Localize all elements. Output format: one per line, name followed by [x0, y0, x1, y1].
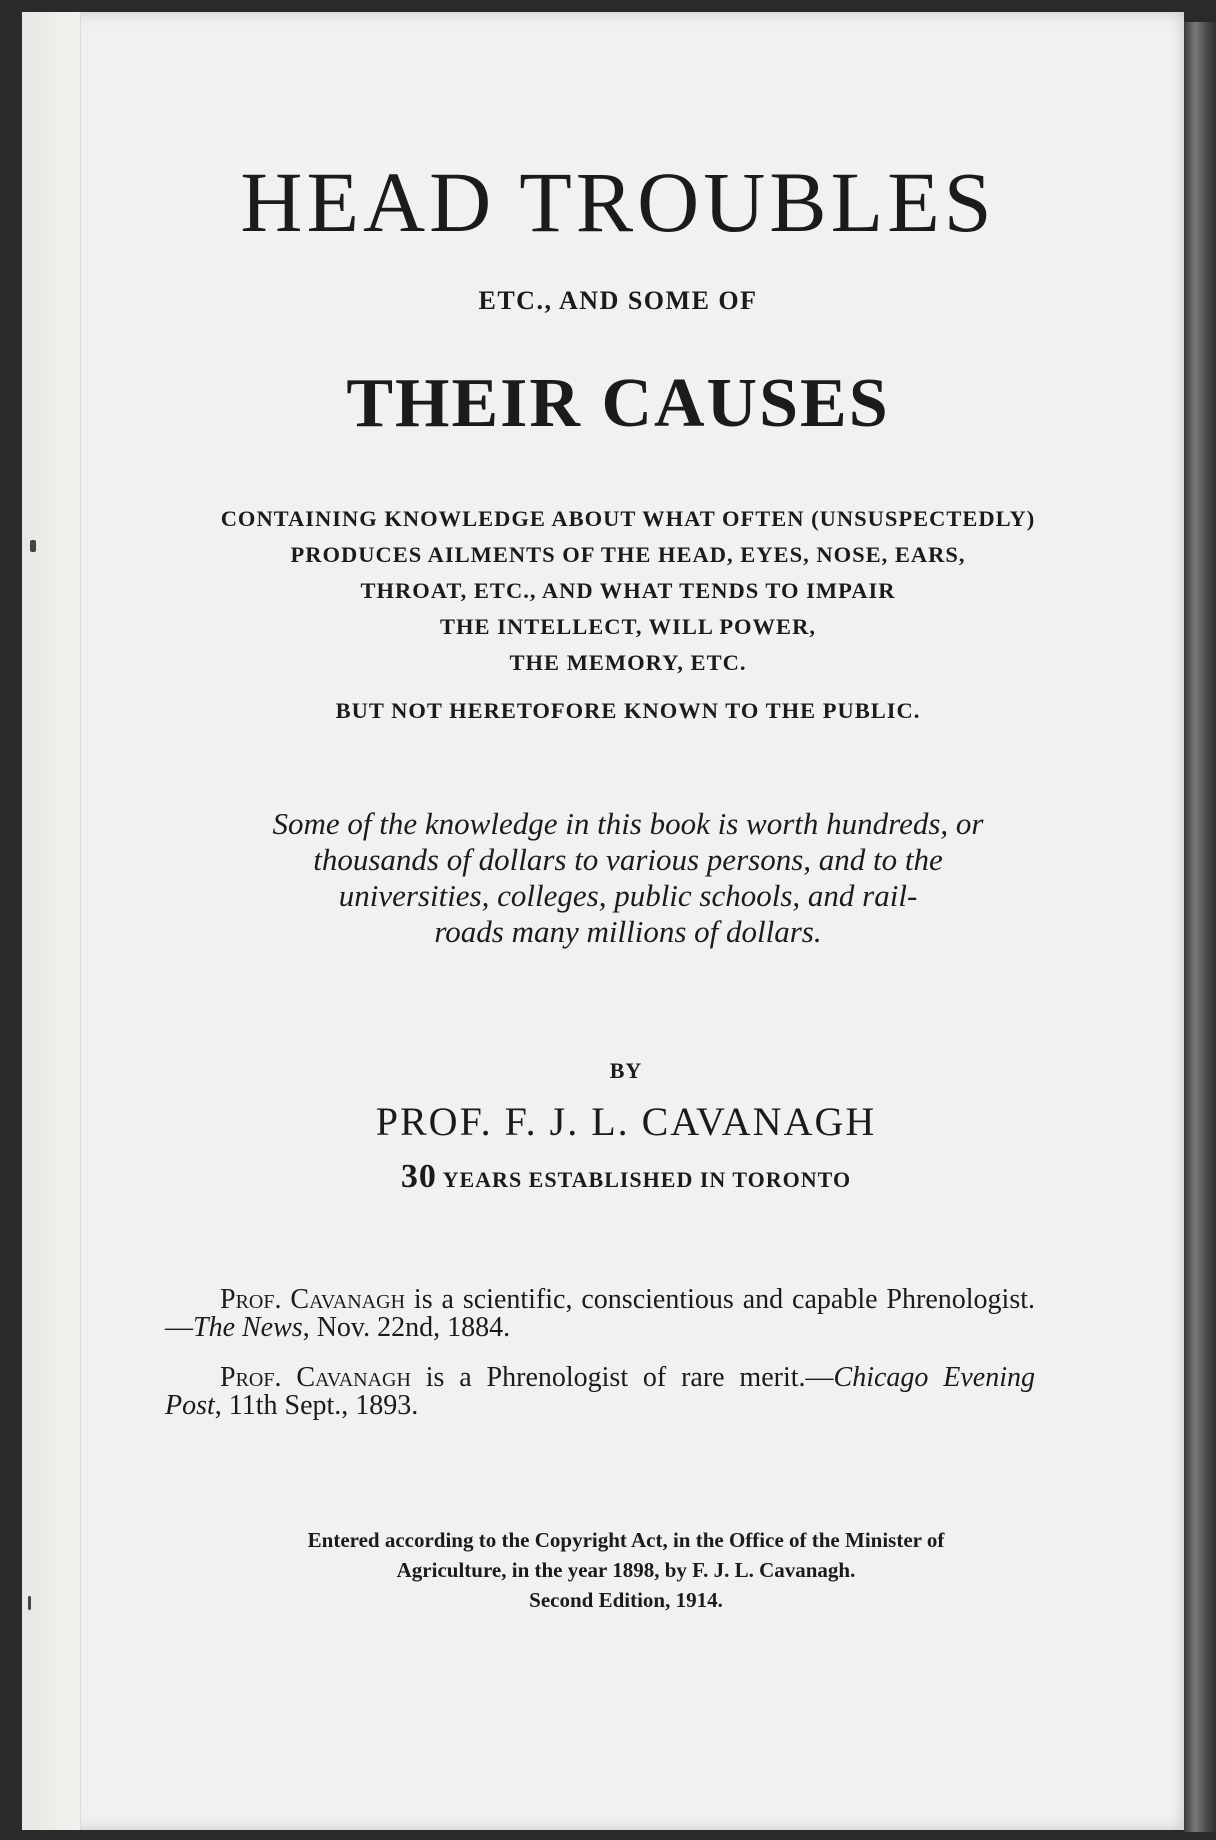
testimonial-body: is a Phrenologist of rare merit.— [410, 1362, 834, 1393]
description-line: CONTAINING KNOWLEDGE ABOUT WHAT OFTEN (UNSUSPECTEDLY) [220, 506, 1036, 531]
testimonial-date: , 11th Sept., 1893. [214, 1390, 419, 1421]
author-credentials [0, 1158, 1216, 1196]
description-line: THROAT, ETC., AND WHAT TENDS TO IMPAIR [360, 578, 896, 603]
copyright-line: Agriculture, in the year 1898, by F. J. L. Cavanagh. [396, 1558, 856, 1582]
edition-line: Second Edition, 1914. [529, 1588, 723, 1612]
description-line: THE INTELLECT, WILL POWER, [440, 614, 816, 639]
testimonial-prefix: Prof. Cavanagh [220, 1362, 411, 1393]
description-line: THE MEMORY, ETC. [509, 650, 747, 675]
title-connector: ETC., AND SOME OF [478, 286, 758, 315]
by-label: BY [609, 1058, 643, 1083]
description-footnote: BUT NOT HERETOFORE KNOWN TO THE PUBLIC. [335, 698, 921, 723]
promo-quote-line: Some of the knowledge in this book is worth hundreds, or [272, 806, 984, 841]
testimonial-body: is a scientific, conscientious and capable Phrenologist.— [165, 1284, 1035, 1343]
years-number: 30 [400, 1158, 437, 1195]
copyright-line: Entered according to the Copyright Act, in the Office of the Minister of [307, 1528, 945, 1552]
testimonial-source: The News [193, 1312, 303, 1343]
promo-quote-line: thousands of dollars to various persons, and to the [313, 842, 943, 877]
testimonial-date: , Nov. 22nd, 1884. [302, 1312, 511, 1343]
book-title: HEAD TROUBLES [240, 154, 996, 250]
promo-quote-line: roads many millions of dollars. [434, 914, 822, 949]
book-subtitle: THEIR CAUSES [346, 365, 890, 442]
promo-quote-line: universities, colleges, public schools, and rail- [338, 878, 918, 913]
description-line: PRODUCES AILMENTS OF THE HEAD, EYES, NOSE, EARS, [290, 542, 966, 567]
testimonial-prefix: Prof. Cavanagh [220, 1284, 406, 1315]
testimonial [165, 1286, 1035, 1342]
testimonial-source: Chicago Evening Post [165, 1362, 1035, 1421]
testimonial [165, 1364, 1035, 1420]
author-name: PROF. F. J. L. CAVANAGH [375, 1099, 877, 1144]
years-text: YEARS ESTABLISHED IN TORONTO [436, 1167, 852, 1192]
